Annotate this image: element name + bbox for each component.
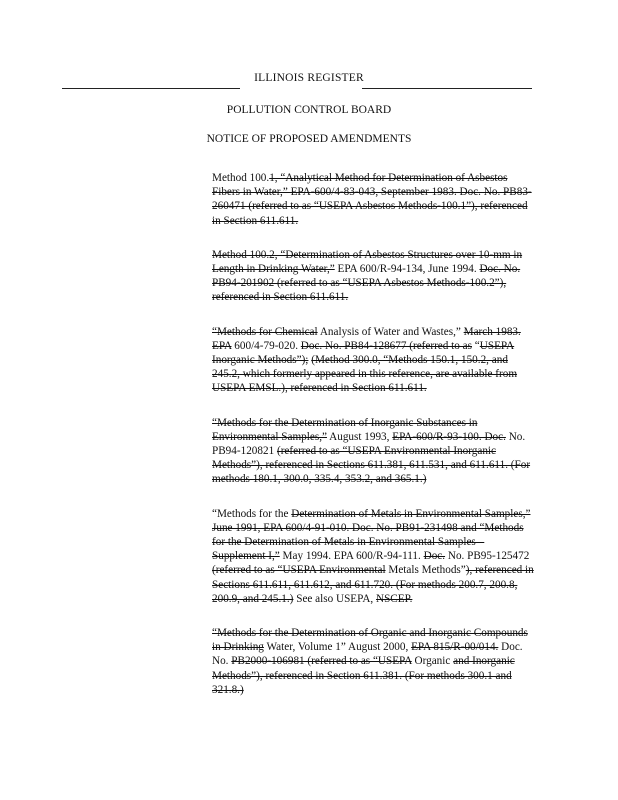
retained-text: “Methods for the: [212, 507, 292, 520]
retained-text: Doc. No.: [212, 641, 523, 668]
deleted-text: ), referenced in Sections 611.611, 611.612, and 611.720. (For methods 200.7, 200.8, 200.9, and 245.1.): [212, 564, 534, 605]
reference-paragraph: [212, 325, 534, 396]
retained-text: See also USEPA,: [293, 592, 376, 605]
retained-text: Method 100.: [212, 172, 270, 184]
deleted-text: (Method 300.0, “Methods 150.1, 150.2, and 245.2, which formerly appeared in this reference, are available from USEPA EMSL.), referenced in Section 611.611.: [212, 354, 518, 395]
deleted-text: Doc. No. PB84-128677 (referred to as: [300, 339, 472, 352]
retained-text: August 1993,: [326, 430, 393, 443]
retained-text: 600/4-79-020.: [231, 339, 301, 352]
deleted-text: (referred to as “USEPA Environmental Inorganic Methods”), referenced in Sections 611.381, 611.531, and 611.611. (For methods 180.1, 300.0, 335.4, 353.2, and 365.1.): [212, 445, 531, 486]
retained-text: May 1994. EPA 600/R-94-111.: [279, 550, 424, 563]
deleted-text: Doc. No. PB94-201902 (referred to as “USEPA Asbestos Methods-100.2”), referenced in Section 611.611.: [212, 263, 521, 304]
deleted-text: PB2000-106981 (referred to as “USEPA: [231, 655, 412, 668]
reference-list: [212, 171, 534, 717]
deleted-text: (referred to as “USEPA Environmental: [212, 564, 386, 577]
retained-text: Water, Volume 1” August 2000,: [263, 641, 412, 654]
deleted-text: Doc.: [423, 550, 446, 563]
deleted-text: Method 100.2, “Determination of Asbestos Structures over 10-mm in Length in Drinking Water,”: [212, 248, 523, 276]
deleted-text: EPA 815/R-00/014.: [411, 641, 499, 654]
retained-text: EPA 600/R-94-134, June 1994.: [334, 263, 480, 276]
deleted-text: and Inorganic Methods”), referenced in Section 611.381. (For methods 300.1 and 321.8.): [212, 655, 515, 696]
deleted-text: “Methods for the Determination of Inorganic Substances in Environmental Samples,”: [212, 416, 478, 443]
retained-text: No. PB94-120821: [212, 430, 526, 458]
header-rule-right: [362, 88, 532, 89]
deleted-text: NSCEP.: [376, 592, 413, 605]
reference-paragraph: [212, 626, 534, 697]
deleted-text: March 1983. EPA: [212, 325, 521, 352]
deleted-text: Determination of Metals in Environmental Samples,” June 1991, EPA 600/4-91-010. Doc. No. PB91-231498 and “Methods for the Determination of Metals in Environmental Samples – Supplement I,”: [212, 507, 531, 563]
reference-paragraph: [212, 507, 534, 606]
header-rule-left: [62, 88, 240, 89]
deleted-text: “Methods for the Determination of Organic and Inorganic Compounds in Drinking: [212, 627, 528, 654]
notice-title: NOTICE OF PROPOSED AMENDMENTS: [206, 133, 412, 145]
reference-paragraph: [212, 171, 534, 228]
deleted-text: USEPA Inorganic Methods”);: [212, 339, 515, 367]
reference-paragraph: [212, 248, 534, 305]
board-title: POLLUTION CONTROL BOARD: [226, 104, 392, 116]
reference-paragraph: [212, 416, 534, 487]
deleted-text: 1, “Analytical Method for Determination of Asbestos Fibers in Water,” EPA-600/4-83-043, September 1983. Doc. No. PB83-260471 (referred to as “USEPA Asbestos Methods-100.1”), referenced in Section 611.611.: [212, 172, 532, 227]
retained-text: Organic: [411, 655, 454, 668]
register-title: ILLINOIS REGISTER: [254, 72, 364, 84]
retained-text: Analysis of Water and Wastes,”: [317, 325, 464, 338]
retained-text: Metals Methods”: [385, 564, 466, 577]
retained-text: No. PB95-125472: [445, 550, 530, 563]
retained-text: “: [472, 339, 480, 352]
deleted-text: “Methods for Chemical: [212, 325, 318, 338]
deleted-text: EPA-600/R-93-100. Doc.: [392, 430, 506, 443]
